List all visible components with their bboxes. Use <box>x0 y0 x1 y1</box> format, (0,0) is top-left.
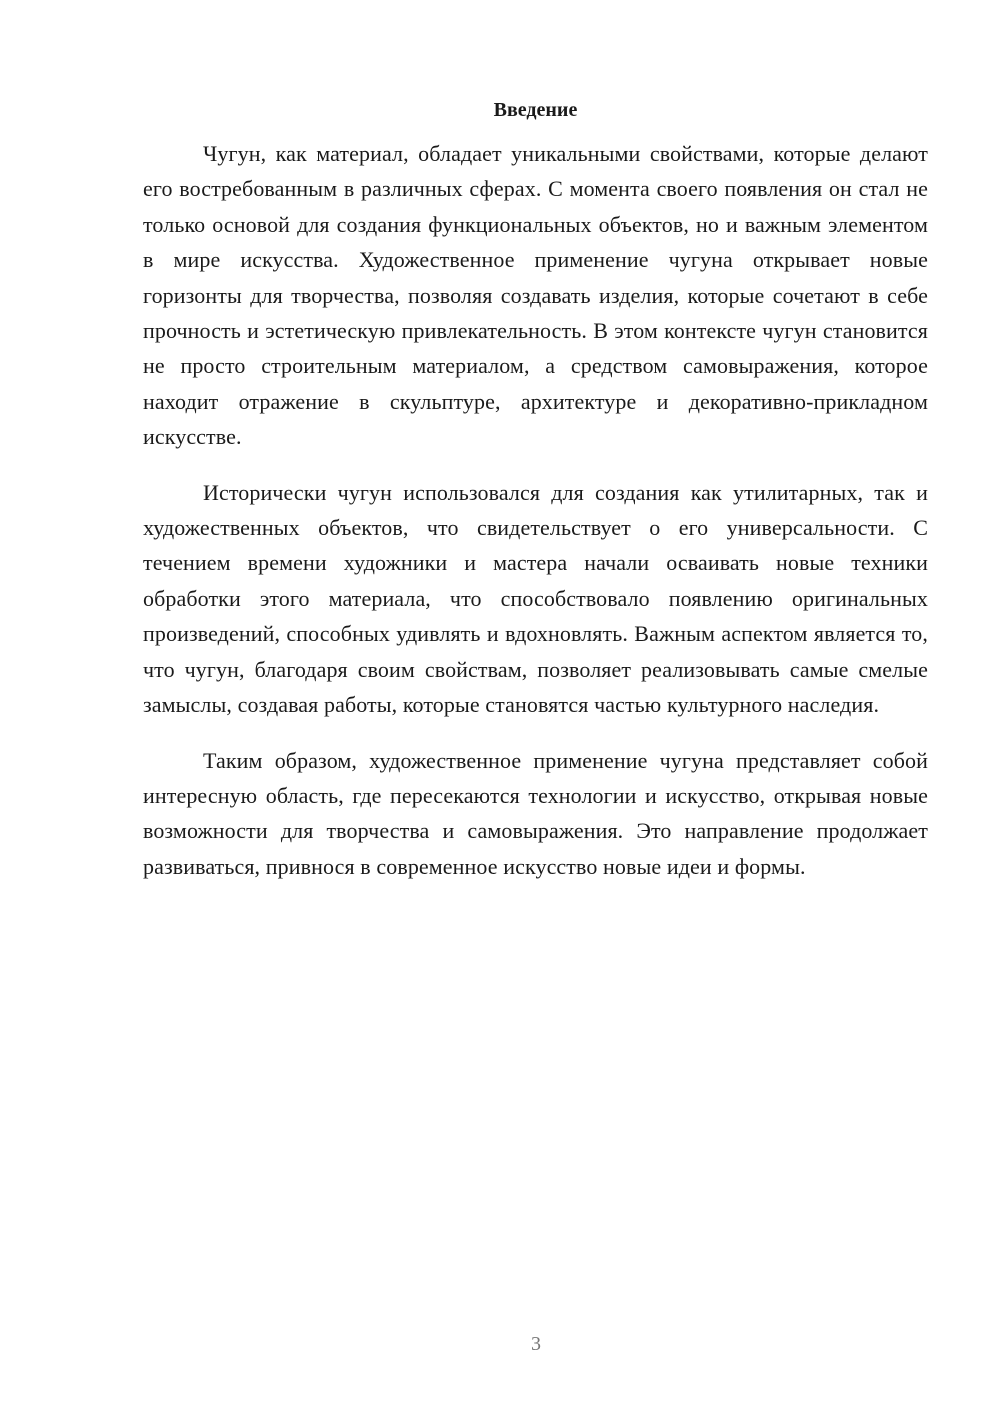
paragraph-1: Чугун, как материал, обладает уникальными свойствами, которые делают его востребованным в различных сферах. С момента своего появления он стал не только основой для создания функциональных объектов, но и важным элементом в мире искусства. Художественное применение чугуна открывает новые горизонты для творчества, позволяя создавать изделия, которые сочетают в себе прочность и эстетическую привлекательность. В этом контексте чугун становится не просто строительным материалом, а средством самовыражения, которое находит отражение в скульптуре, архитектуре и декоративно-прикладном искусстве. <box>143 141 928 450</box>
paragraph-2: Исторически чугун использовался для создания как утилитарных, так и художественных объектов, что свидетельствует о его универсальности. С течением времени художники и мастера начали осваивать новые техники обработки этого материала, что способствовало появлению оригинальных произведений, способных удивлять и вдохновлять. Важным аспектом является то, что чугун, благодаря своим свойствам, позволяет реализовывать самые смелые замыслы, создавая работы, которые становятся частью культурного наследия. <box>143 479 928 718</box>
page-content <box>143 96 928 884</box>
section-title: Введение <box>493 99 578 121</box>
page-number: 3 <box>531 1333 541 1355</box>
paragraph-3: Таким образом, художественное применение чугуна представляет собой интересную область, где пересекаются технологии и искусство, открывая новые возможности для творчества и самовыражения. Это направление продолжает развиваться, привнося в современное искусство новые идеи и формы. <box>143 747 928 879</box>
